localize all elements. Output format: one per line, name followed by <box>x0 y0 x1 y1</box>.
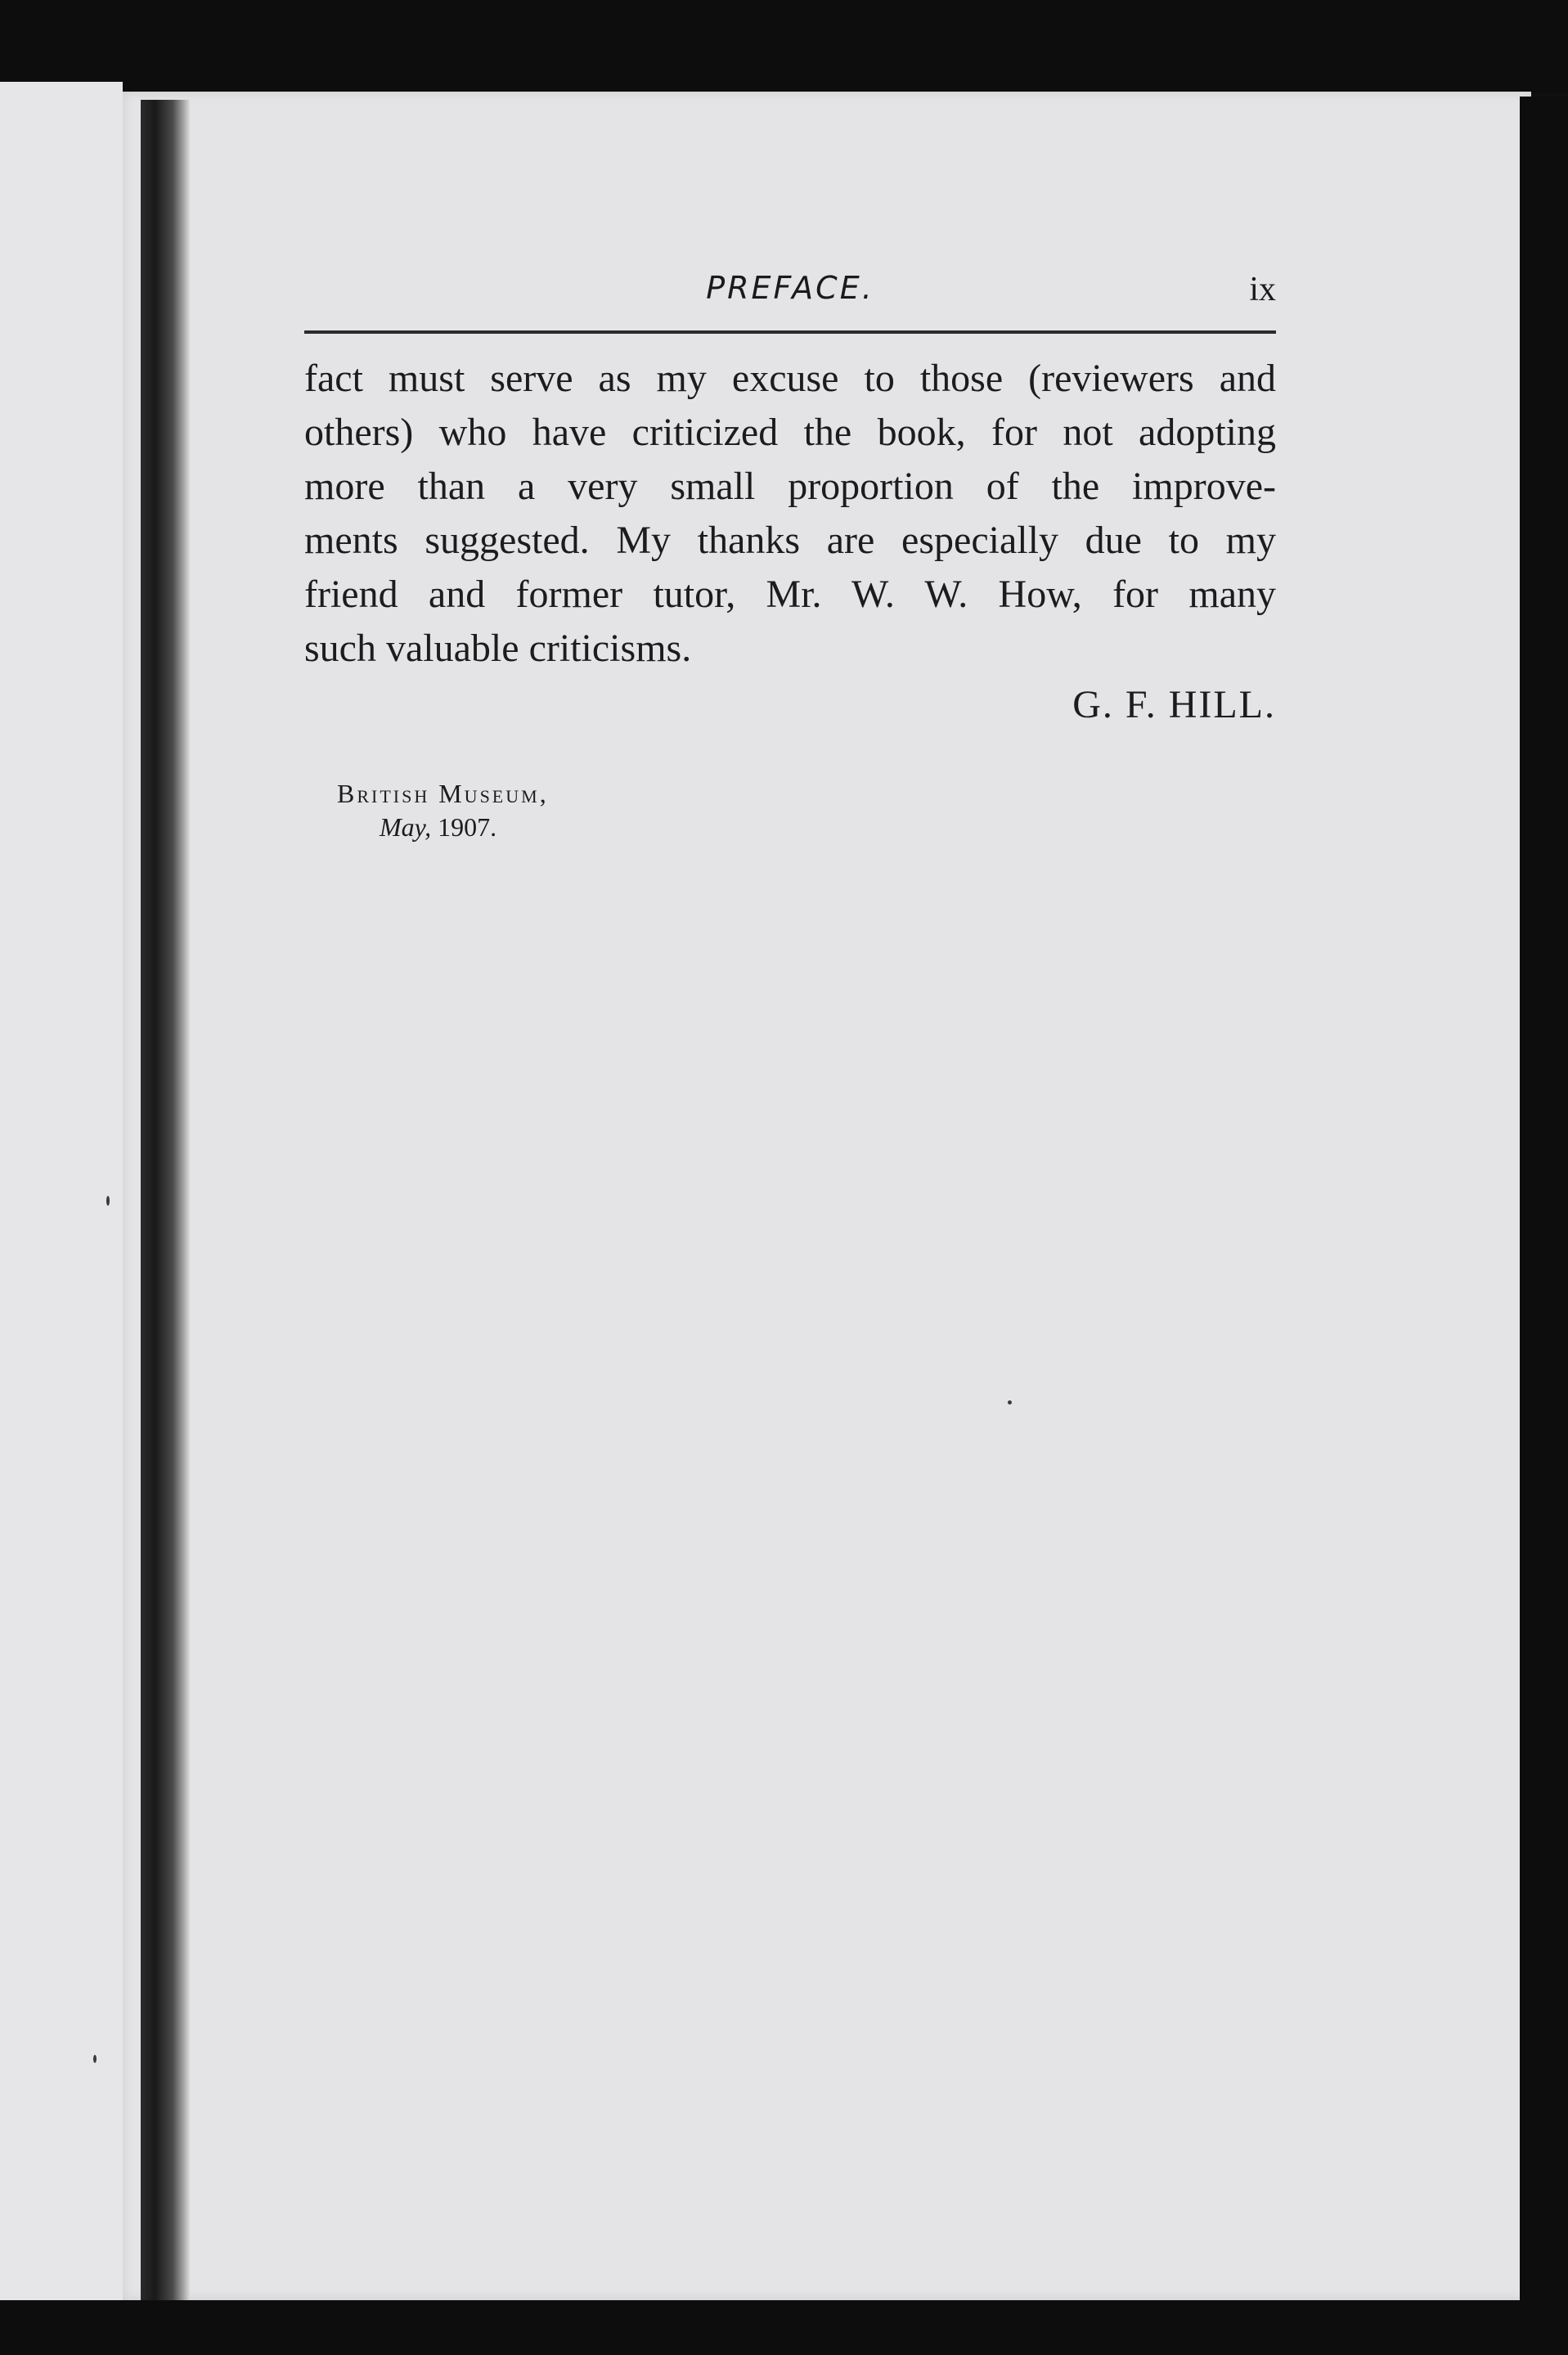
scan-top-border <box>0 0 1568 93</box>
dateline-place: British Museum, <box>337 779 549 808</box>
facing-page-edge <box>0 82 123 2307</box>
dateline-month: May, <box>380 812 432 842</box>
dateline <box>337 779 549 843</box>
dateline-year: 1907. <box>438 812 497 842</box>
scan-speck <box>106 1196 110 1206</box>
text-line: such valuable criticisms. <box>304 627 692 670</box>
page-number: ix <box>1249 271 1276 308</box>
dateline-date <box>380 812 549 843</box>
author-signature: G. F. HILL. <box>1072 683 1276 726</box>
text-line: friend and former tutor, Mr. W. W. How, for many <box>304 573 1276 616</box>
scan-bottom-border <box>0 2300 1568 2355</box>
scan-speck <box>1008 1400 1012 1404</box>
text-line: others) who have criticized the book, for not adopting <box>304 411 1276 454</box>
scan-right-border <box>1520 97 1568 2321</box>
text-line: ments suggested. My thanks are especially due to my <box>304 519 1276 562</box>
text-line: more than a very small proportion of the improve- <box>304 465 1276 508</box>
preface-text <box>304 352 1276 676</box>
scan-speck <box>93 2055 97 2063</box>
header-rule <box>304 330 1276 334</box>
running-head <box>304 270 1276 319</box>
text-line: fact must serve as my excuse to those (reviewers and <box>304 357 1276 400</box>
running-title: PREFACE. <box>706 270 874 306</box>
book-gutter-shadow <box>141 100 190 2325</box>
